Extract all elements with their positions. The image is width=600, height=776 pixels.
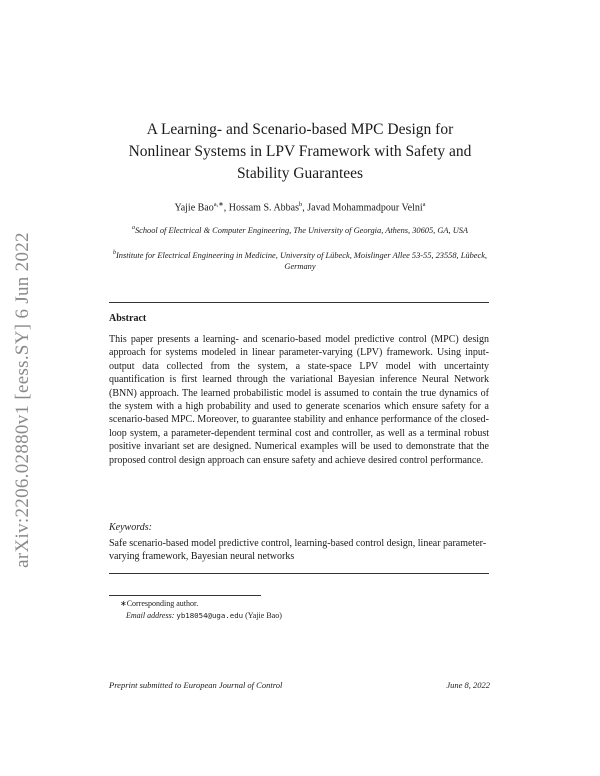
- author-affiliation-mark: b: [299, 201, 303, 208]
- email-label: Email address:: [126, 611, 175, 620]
- author-list: Yajie Bao$^{a,∗}$, Hossam S. Abbas$^b$, Javad Mohammadpour Velni$^a$: [174, 201, 426, 214]
- preprint-note: Preprint submitted to European Journal of Control: [109, 680, 283, 690]
- email-note: [126, 610, 282, 621]
- divider: [109, 302, 489, 303]
- title-line: A Learning- and Scenario-based MPC Design for: [146, 121, 454, 138]
- arxiv-identifier: arXiv:2206.02880v1 [eess.SY] 6 Jun 2022: [12, 232, 33, 568]
- title-line: Nonlinear Systems in LPV Framework with Safety and: [128, 143, 472, 160]
- keywords-text: Safe scenario-based model predictive control, learning-based control design, linear parameter-varying framework, Bayesian neural networks: [109, 538, 487, 563]
- email-owner: (Yajie Bao): [245, 611, 282, 620]
- email-address[interactable]: yb18054@uga.edu: [176, 611, 244, 620]
- author-name: Javad Mohammadpour Velni: [307, 202, 423, 214]
- author-name: Hossam S. Abbas: [228, 202, 300, 214]
- affiliation: [110, 248, 490, 273]
- title-line: Stability Guarantees: [236, 165, 364, 182]
- author-affiliation-mark: a,∗: [213, 201, 224, 208]
- affiliation-mark: b: [112, 250, 116, 256]
- preprint-date: June 8, 2022: [446, 680, 490, 690]
- paper-title: [100, 119, 500, 185]
- author-affiliation-mark: a: [422, 201, 426, 208]
- affiliation-mark: a: [131, 225, 135, 231]
- abstract-heading: Abstract: [109, 313, 147, 324]
- author-name: Yajie Bao: [174, 202, 214, 214]
- corresponding-author-note: ∗Corresponding author.: [120, 599, 199, 608]
- affiliation: [110, 223, 490, 236]
- divider: [109, 573, 489, 574]
- affiliation-text: School of Electrical & Computer Engineering, The University of Georgia, Athens, 30605, GA, USA: [134, 225, 469, 235]
- affiliation-text: Institute for Electrical Engineering in Medicine, University of Lübeck, Moislinger Allee 53-55, 23558, Lübeck, Germany: [115, 250, 488, 272]
- keywords-heading: Keywords:: [109, 522, 152, 533]
- footnote-divider: [109, 595, 261, 596]
- abstract-text: This paper presents a learning- and scenario-based model predictive control (MPC) design approach for systems modeled in linear parameter-varying (LPV) framework. Using input-output data collected from the system, a state-space LPV model with uncertainty quantification is first learned through the variational Bayesian inference Neural Network (BNN) approach. The learned probabilistic model is assumed to contain the true dynamics of the system with a high probability and used to generate scenarios which ensure safety for a scenario-based MPC. Moreover, to guarantee stability and enhance performance of the closed-loop system, a parameter-dependent terminal cost and controller, as well as a terminal robust positive invariant set are designed. Numerical examples will be used to demonstrate that the proposed control design approach can ensure safety and achieve desired control performance.: [109, 334, 489, 466]
